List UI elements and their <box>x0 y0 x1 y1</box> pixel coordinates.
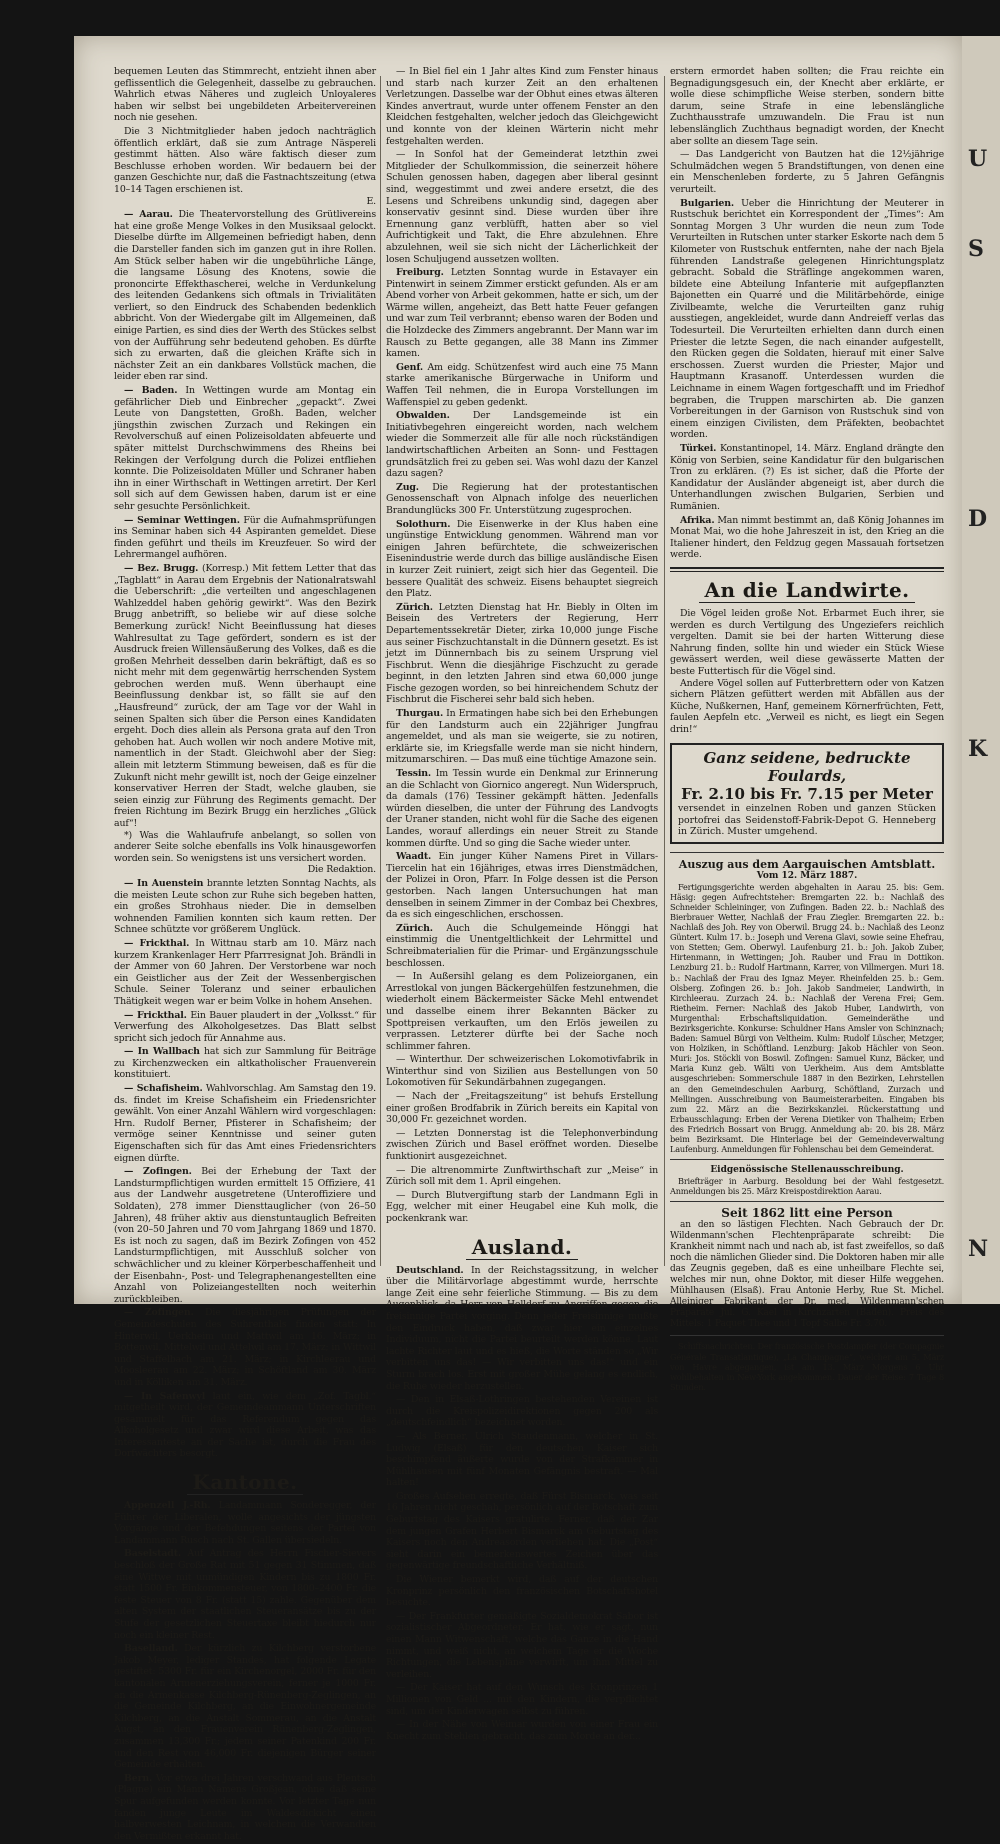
article-body: Die Theatervorstellung des Grütlivereins hat eine große Menge Volkes in den Musiksaal gelockt. Dieselbe dürfte im Allgemeinen befriedigt haben, denn die Darsteller fanden sich im ganzen gut in ihre Rollen. Am Stück selber haben wir die ungebührliche Länge, die langsame Lösung des Knotens, sowie die prononcirte Effekthascherei, welche in Verdunkelung des leitenden Gedankens sich oftmals in Trivialitäten verliert, so den Eindruck des Schabenden bedenklich abbricht. Von der Wiedergabe gilt im Allgemeinen, daß einige Partien, es sind dies der Werth des Stückes selbst von der Aufführung sehr bedeutend gehoben. Es dürfte sich zu erwarten, daß die gleichen Kräfte sich in nächster Zeit an ein dankbares Vollstück machen, die leider eben rar sind. <box>114 209 376 383</box>
article-body: Am eidg. Schützenfest wird auch eine 75 Mann starke amerikanische Bürgerwache in Uniform und Waffen Teil nehmen, die in Europa Vorstellungen im Waffenspiel zu geben gedenkt. <box>386 361 658 408</box>
article-lead: Solothurn. <box>396 518 451 530</box>
section-heading <box>386 1235 658 1259</box>
article-afrika <box>670 515 944 561</box>
article-body: Die diesjährigen Prüfungen der Gemeindeschulen des Suhrenthals finden statt: In Hinterwil, Uerkheim und Mattwil am 16. März; in Bottenwil, Mittelwil und Attelwil am 17. März; in Wittwil und Staffelbach am 21. März; in Kirchleerau und Moosleerau am 22. März; in Schöftland am 30. März und in Kölliken am 31. März. <box>114 1307 376 1388</box>
article-waadt <box>386 851 658 921</box>
article-lead: Freiburg. <box>396 267 444 279</box>
divider <box>670 1335 944 1336</box>
article-text: Die Vögel leiden große Not. Erbarmet Euch ihrer, sie werden es durch Vertilgung des Ungeziefers reichlich vergelten. Damit sie bei der harten Witterung diese Nahrung finden, sollte hin und wieder ein Stück Wiese gewässert werden, weil diese gewässerte Matten der beste Futtertisch für die Vögel sind. <box>670 607 944 677</box>
article-body: laut ein, wie dem „Zof. Tagbl.“ mitgetheilt wird, der Gemeindeammann Unterschriften gesammelt für das Referendum gegen das Alkoholgesetz und zwar wird diese Arbeit, was das Interessanteste an der Sache ist, durch die Frau des Dorfwächters besorgt. <box>114 1390 376 1460</box>
divider <box>670 852 944 853</box>
article-lead: — Schafisheim. <box>124 1083 203 1095</box>
article-lead: Bern. <box>124 1772 153 1784</box>
article-freiburg <box>386 267 658 360</box>
edge-letter: U <box>968 146 988 172</box>
article-body: hat sich zur Sammlung für Beiträge zu Kirchenzwecken ein altkatholischer Frauenverein konstituiert. <box>114 1046 376 1081</box>
article-schafisheim <box>114 1083 376 1164</box>
article-text: — Nach der „Freitagszeitung“ ist behufs Erstellung einer großen Brodfabrik in Zürich bereits ein Kapital von 30,000 Fr. gezeichnet worden. <box>386 1091 658 1126</box>
article-thurgau <box>386 708 658 766</box>
article-deutschland <box>386 1265 658 1393</box>
article-body: Man nimmt bestimmt an, daß König Johannes im Monat Mai, wo die hohe Jahreszeit in ist, den Krieg an die Italiener hindert, den Feldzug gegen Massauah fortsetzen werde. <box>670 514 944 561</box>
article-lead: — In Wallbach <box>124 1046 200 1058</box>
article-lead: Afrika. <box>680 514 715 526</box>
article-lead: Bulgarien. <box>680 197 734 209</box>
article-lead: — In Safenwyl <box>124 1390 206 1402</box>
article-text: Die Wiener bemerkt wird, daß auf der deutschen Kronprinz persönlich den französischen Botschaftshotel besuchte. <box>386 1574 658 1609</box>
article-safenwyl <box>114 1391 376 1461</box>
article-text: — Durch Blutvergiftung starb der Landmann Egli in Egg, welcher mit einer Heugabel eine Kuh molk, die pockenkrank war. <box>386 1189 658 1224</box>
article-body: Letzten Sonntag wurde in Estavayer ein Pintenwirt in seinem Zimmer erstickt gefunden. Als er am Abend vorher von Arbeit gekommen, hatte er sich, um der Wärme willen, angeheizt, das Bett hatte Feuer gefangen und war zum Teil verbrannt; ebenso waren der Boden und die Holzdecke des Zimmers angebrannt. Der Mann war im Rausch zu Bette gegangen, alle 38 Mann ins Zimmer kamen. <box>386 267 658 360</box>
article-lead: — Zofingen. <box>124 1166 192 1178</box>
article-body: Landammann Sonderegger, der Führer der Liberalen, wolle angesichts der jüngsten Vorgänge und der Befehdungen seitens der Partei von Landammann Rusch nach St. Gallen übersiedeln. <box>114 1500 376 1546</box>
article-lead: — Aarau. <box>124 209 173 221</box>
divider <box>670 567 944 572</box>
article-lead: Baselland. <box>124 1643 178 1655</box>
article-text: — Der Kaiser hat auf den Wunsch des Kronprinzen 1 Millionen von Geld ... mit den Kindern, die verpflichtet sind, um der Kinderwagen selbst zu führen. <box>386 1682 658 1717</box>
article-text: — Die altrenommirte Zunftwirthschaft zur „Meise“ in Zürich soll mit dem 1. April eingehen. <box>386 1164 658 1188</box>
article-zurich-2 <box>386 923 658 969</box>
article-text: erstern ermordet haben sollten; die Frau reichte ein Begnadigungsgesuch ein, der Knecht aber erklärte, er wolle diese schimpfliche Weise sterben, sondern bitte darum, seine Strafe in eine lebenslängliche Zuchthausstrafe umzuwandeln. Die Frau ist nun lebenslänglich Zuchthaus begnadigt worden, der Knecht aber sollte an diesem Tage sein. <box>670 66 944 147</box>
adjacent-page-edge <box>962 36 1000 1304</box>
column-right <box>670 66 944 1392</box>
article-appenzell <box>114 1500 376 1546</box>
article-body: In Ermatingen habe sich bei den Erhebungen für den Landsturm auch ein 22jähriger Jungfrau angemeldet, und als man sie weigerte, sie zu notiren, erklärte sie, im Kriegsfalle werde man sie nicht hindern, mitzumarschiren. — Das muß eine tüchtige Amazone sein. <box>386 708 658 766</box>
article-lead: — Bez. Brugg. <box>124 562 199 574</box>
article-lead: — Frickthal. <box>124 1009 187 1021</box>
edge-letter: K <box>968 736 988 762</box>
edge-letter: N <box>968 1236 989 1262</box>
section-heading-text: Kantone. <box>187 1470 304 1495</box>
article-text: bequemen Leuten das Stimmrecht, entzieht ihnen aber geflissentlich die Gelegenheit, dasselbe zu gebrauchen. Wahrlich etwas Näheres und zugleich Unloyaleres haben wir selbst bei ungebildeten Arbeitervereinen noch nie gesehen. <box>114 66 376 124</box>
article-text: — Der Frankfurter gemäßigte Sozialdemokrat Sabor ist sozialistischer Abgeordneter. Er hat, wie er sagt, nun einen Mann Witwenschaft, welche das Ganze in die Hand nimmt, und weiß nicht, an welchem Tage er die Woche Richtungen, die Lebenspläne verwirft, um ihm Mittel zu verleihen. <box>386 1610 658 1680</box>
article-body: (Korresp.) Mit fettem Letter that das „Tagblatt“ in Aarau dem Ergebnis der Nationalratswahl die Ueberschrift: „die verteilten und angeschlagenen Wahlzeddel haben gehörig gewirkt“. Was den Bezirk Brugg anbetrifft, so beliebe wir auf diese solche Bemerkung zurück! Nicht Beeinflussung hat dieses Wahlresultat zu Tage gefördert, sondern es ist der Ausdruck freien Willensäußerung des Volkes, daß es die großen Mehrheit desselben darin bekräftigt, daß es so nicht mehr mit dem gegenwärtig herrschenden System gebrochen werden muß. Wenn überhaupt eine Beeinflussung denkbar ist, so fällt sie auf den „Hausfreund“ zurück, der am Tage vor der Wahl in seinen Spalten sich über die Person eines Kandidaten ergeht. Doch dies allein als Persona grata auf den Tron gehoben hat. Auch wollen wir noch andere Motive mit, namentlich in der Stadt. Gleichwohl aber der Sieg: allein mit letzterm Stimmung beweisen, daß es für die Zukunft nicht mehr gewillt ist, noch der Geige einzelner konservativer Herren der Stadt, welche glauben, sie seien einzig zur Führung des Regiments gemacht. Der freien Richtung im Bezirk Brugg ein herzliches „Glück auf“! <box>114 562 376 829</box>
article-lead: Baselstadt. <box>124 1548 181 1560</box>
article-body: Der kürzlich zu Kilchberg verstorbene Jakob Meyer, lediger Standes, hat folgende Legate gestiftet: 5300 Fr. für ein Kirchenorgel, 2000 Fr. für den kantonalen Armenerziehungsverein, ferner je 1000 Fr. an die Armenkasse Kilchberg-Rünenberg-Zeglingen, an die Gemeinde Kilchberg, an die Einwohnergemeinde Kilchberg, an die Anstalt Sommerau, an die Anstalt Augst, an den Frauenverein Rünenberg-Zeglingen, zusammen 13,300 Fr.; jedem seiner Patenkind 200 Fr. und den Rest von 46,000 Fr. diejenigen Bürger seiner Gemeinde erhalten. <box>114 1643 376 1771</box>
article-zofingen <box>114 1166 376 1305</box>
article-frickthal-2 <box>114 1010 376 1045</box>
article-lead: Appenzell J.-Rh. <box>124 1500 211 1512</box>
article-body: Wahlvorschlag. Am Samstag den 19. ds. findet im Kreise Schafisheim ein Friedensrichter gewählt. Von einer Anzahl Wählern wird vorgeschlagen: Hrn. Rudolf Berner, Pfisterer in Schafisheim; der vermöge seiner Kenntnisse und seiner guten Eigenschaften sich für das Amt eines Friedensrichters eignen dürfte. <box>114 1083 376 1164</box>
schiffsnachrichten: Schiffsnachrichten. Der französische Postdampfer (der Compagnie Générale Transatlantique), „La Champagne“, welcher am 5. März von Havre abgegangen, ist am 13. März Morgens 6 Uhr wohlbehalten in New-York angekommen. Dauer der Reise: 7 Tage 8 Stunden. <box>670 1341 944 1392</box>
article-bulgarien <box>670 198 944 441</box>
ad-text: versendet in einzelnen Roben und ganzen Stücken portofrei das Seidenstoff-Fabrik-Depot G. Henneberg in Zürich. Muster umgehend. <box>678 803 936 838</box>
article-frickthal <box>114 938 376 1008</box>
article-auenstein <box>114 878 376 936</box>
stellenausschreibung-body: Briefträger in Aarburg. Besoldung bei der Wahl festgesetzt. Anmeldungen bis 25. März Kreispostdirektion Aarau. <box>670 1176 944 1197</box>
article-body: In Wittnau starb am 10. März nach kurzem Krankenlager Herr Pfarrresignat Joh. Brändli in der Ammer von 60 Jahren. Der Verstorbene war noch ein Geistlicher aus der Zeit der Wessenbergischen Schule. Seiner Toleranz und seiner erbaulichen Thätigkeit wegen war er beim Volke in hohem Ansehen. <box>114 937 376 1007</box>
column-rule <box>380 76 381 1266</box>
amtsblatt-date: Vom 12. März 1887. <box>756 870 858 881</box>
article-body: Der Landsgemeinde ist ein Initiativbegehren eingereicht worden, nach welchem wieder die Sommerzeit alle für alle noch rückständigen landwirtschaftlichen Arbeiten an Sonn- und Festtagen grundsätzlich frei zu geben sei. Was wohl dazu der Kanzel dazu sagen? <box>386 410 658 480</box>
article-zurich <box>386 602 658 706</box>
article-solothurn <box>386 519 658 600</box>
article-body: In Wettingen wurde am Montag ein gefährlicher Dieb und Einbrecher „gepackt“. Zwei Leute von Dangstetten, Großh. Baden, welcher jüngsthin zwischen Zurzach und Rekingen ein Revolverschuß auf einen Polizeisoldaten abfeuerte und später mittelst Durchschwimmens des Rheins bei Rekingen der Verfolgung durch die Polizei entfliehen konnte. Die Polizeisoldaten Müller und Schraner haben ihn in einer Wirthschaft in Wettingen arretirt. Der Kerl soll sich auf dem Gewissen haben, darum ist er eine sehr gesuchte Persönlichkeit. <box>114 385 376 512</box>
section-heading-text: An die Landwirte. <box>699 578 916 603</box>
ad-flechten-title: Seit 1862 litt eine Person <box>721 1206 893 1221</box>
article-lead: Genf. <box>396 361 423 373</box>
divider <box>670 1159 944 1160</box>
article-text: — Winterthur. Der schweizerischen Lokomotivfabrik in Winterthur sind von Sizilien aus Bestellungen von 50 Lokomotiven für Sekundärbahnen zugegangen. <box>386 1054 658 1089</box>
article-lead: Deutschland. <box>396 1264 464 1276</box>
article-text: Andere Vögel sollen auf Futterbrettern oder von Katzen sichern Plätzen gefüttert werden mit Abfällen aus der Küche, Nußkernen, Hanf, gemeinem Körnerfrüchten, Fett, faulen Aepfeln etc. „Verweil es nicht, es liegt ein Segen drin!“ <box>670 677 944 735</box>
edge-letter: S <box>968 236 984 262</box>
newspaper-page <box>74 36 962 1842</box>
article-lead: Waadt. <box>396 851 432 863</box>
article-text: — In Biel fiel ein 1 Jahr altes Kind zum Fenster hinaus und starb nach kurzer Zeit an den erhaltenen Verletzungen. Dasselbe war der Obhut eines etwas älteren Kindes anvertraut, wurde unter offenem Fenster an den Kleidchen festgehalten, welcher jedoch das Gleichgewicht und konnte von der kleinen Wärterin nicht mehr festgehalten werden. <box>386 66 658 147</box>
ad-price: Fr. 2.10 bis Fr. 7.15 per Meter <box>681 785 933 804</box>
article-lead: Zug. <box>396 481 419 493</box>
article-signature: Die Redaktion. <box>307 864 376 876</box>
article-text: — Den in Elsaß-Lothringen bestehenden Vereinen ist durch die Kreispolizeidirektionen gegen 200 als „deutschfeindlich“ bezeichnet worden. <box>386 1394 658 1429</box>
article-turkei <box>670 443 944 513</box>
article-signature: E. <box>366 195 376 207</box>
amtsblatt-body: Fertigungsgerichte werden abgehalten in Aarau 25. bis: Gem. Häsig: gegen Aufrechtsteher: Bremgarten 22. b.: Nachlaß des Schneider Schleininger, von Zufingen. Baden 22. b.: Nachlaß des Bierbrauer Wetter, Nachlaß der Frau Ziegler. Bremgarten 22. b.: Nachlaß des Joh. Rey von Oberwil. Brugg 24. b.: Nachlaß des Leonz Güntert. Kulm 17. b.: Joseph und Verena Glavi, sowie seine Ehefrau, von Stetten; Gem. Oberwyl. Laufenburg 21. b.: Joh. Jakob Zuber, Hirtenmann, in Wettingen; Joh. Rauber und Frau in Dottikon. Lenzburg 21. b.: Rudolf Hartmann, Karrer, von Villmergen. Muri 18. b.: Nachlaß der Frau des Ignaz Meyer. Rheinfelden 25. b.: Gem. Olsberg. Zofingen 26. b.: Joh. Jakob Sandmeier, Landwirth, in Kirchleerau. Zurzach 24. b.: Nachlaß der Verena Frei; Gem. Rietheim. Ferner: Nachlaß des Jakob Huber, Landwirth, von Murgenthal: Erbschaftsliquidation. Gemeinderäthe und Bezirksgerichte. Konkurse: Schuldner Hans Amsler von Schinznach; Baden: Samuel Bürgi von Veltheim. Kulm: Rudolf Lüscher, Metzger, von Holziken, in Schöftland. Lenzburg: Jakob Hächler von Seon. Muri: Jos. Stöckli von Boswil. Zofingen: Samuel Kunz, Bäcker, und Maria Kunz geb. Wälti von Uerkheim. Aus dem Amtsblatte ausgeschrieben: Sommerschule 1887 in den Bezirken, Lehrstellen an den Gemeindeschulen Aarburg, Schöftland, Zurzach und Mellingen. Ausschreibung von Baumeisterarbeiten. Eingaben bis zum 22. März an die Bezirkskanzlei. Rückerstattung und Erbausschlagung: Erben der Verena Dietiker von Thalheim; Erben des Friedrich Bossart von Brugg. Anmeldung ab: 20. bis 28. März beim Bezirksamt. Die Hinterlage bei der Gemeindeverwaltung Laufenburg. Anmeldungen für Fohlenschau bei dem Gemeinderat. <box>670 881 944 1155</box>
divider <box>670 1201 944 1202</box>
article-tessin <box>386 768 658 849</box>
article-body: Ueber die Hinrichtung der Meuterer in Rustschuk berichtet ein Korrespondent der „Times“: Am Sonntag Morgen 3 Uhr wurden die neun zum Tode Verurteilten in Rutschen unter starker Eskorte nach dem 5 Kilometer von Rustschuk entfernten, nahe der nach Bjela führenden Landstraße gelegenen Hinrichtungsplatz gebracht. Sobald die Sträflinge angekommen waren, bildete eine Abteilung Infanterie mit aufgepflanzten Bajonetten ein Quarré und die Militärbehörde, einige Zivilbeamte, welche die Verurteilten ganz ruhig ausstiegen, angekleidet, wurde dann Andreieff verlas das Todesurteil. Die Verurteilten erhielten dann durch einen Priester die letzte Segen, die nach einander aufgestellt, den Rücken gegen die Soldaten, hierauf mit einer Salve erschossen. Zuerst wurden die Priester, Major und Hauptmann Krasanoff. Unterdessen wurden die Leichname in einem Wagen fortgeschafft und im Friedhof begraben, die Truppen marschirten ab. Die ganzen Vorbereitungen in der Garnison von Rustschuk sind von einem einzigen Civilisten, dem Präfekten, beobachtet worden. <box>670 197 944 441</box>
article-body: Die Eisenwerke in der Klus haben eine ungünstige Entwicklung genommen. Während man vor einigen Jahren befürchtete, die schweizerischen Eisenindustrie werde durch das billige ausländische Eisen in kurzer Zeit ruiniert, zeigt sich hier das Gegenteil. Die bessere Qualität des schweiz. Eisens behauptet siegreich den Platz. <box>386 518 658 600</box>
article-wallbach <box>114 1046 376 1081</box>
article-lead: — Baden. <box>124 385 178 397</box>
article-obwalden <box>386 410 658 480</box>
article-body: In der Reichstagssitzung, in welcher über die Militärvorlage abgestimmt wurde, herrschte lange Zeit eine sehr feierliche Stimmung. — Bis zu dem Augenblick, da Herr von Helldorf zu Angriffen gegen die freisinnige Partei vorging. Denn jeder Freisinnige mußte den Eindruck haben, daß zwar hier ein einzelnes Individuum, nicht die Partei beurteilt werden könne. Laut lachte Richter laut und es hieß, die Worte ständen so „Wir verbitten uns das! — Wir verbitten uns das!“ und ein Sturm brach los. Erst mit großer Mühe gelang es endlich, die Ruhe wieder herzustellen. <box>386 1264 658 1392</box>
article-brugg <box>114 563 376 830</box>
article-body: Ein Bauer plaudert in der „Volksst.“ für Verwerfung des Alkoholgesetzes. Das Blatt selbst spricht sich jedoch für Annahme aus. <box>114 1009 376 1044</box>
article-body: Im Tessin wurde ein Denkmal zur Erinnerung an die Schlacht von Giornico angeregt. Nun Widerspruch, da damals (176) Tessiner gekämpft hätten. Jedenfalls würden dieselben, die unter der Führung des Landvogts der Uraner standen, nicht wohl für die Sache des eigenen Landes, worauf allerdings ein neuer Streit zu Stande kommen dürfte. Und so ging die Sache wieder unter. <box>386 768 658 849</box>
ad-title: Ganz seidene, bedruckte Foulards, <box>703 749 911 786</box>
column-left <box>114 66 376 1844</box>
article-text: — Das Landgericht von Bautzen hat die 12½jährige Schulmädchen wegen 5 Brandstiftungen, von denen eine ein Menschenleben forderte, zu 5 Jahren Gefängnis verurteilt. <box>670 149 944 195</box>
section-heading-text: Ausland. <box>466 1235 579 1260</box>
article-baselstadt <box>114 1548 376 1641</box>
article-lead: Zürich. <box>396 922 433 934</box>
section-heading <box>670 578 944 602</box>
article-text: Großes Aufsehen erregte, daß Fürst Bismarck, was seit 16 Jahren nicht geschah, persönlich auf der Botschaft zum Geburtstag des Kaisers gratulirte. Ferner, daß der Zar dem jungen Grafen Herbert Bismarck am Geburtstag des Kaisers noch den Andreasorden verliehen hat. Die „Post“ sieht darin ein bemerkenswertes Zeichen über das gegenwärtige freundschaftliche Verhältniß. <box>386 1490 658 1572</box>
article-body: Die Regierung hat der protestantischen Genossenschaft von Alpnach infolge des neuerlichen Brandunglücks 300 Fr. Unterstützung zugesprochen. <box>386 481 658 516</box>
article-body: Auch die Schulgemeinde Hönggi hat einstimmig die Unentgeltlichkeit der Lehrmittel und Schreibmaterialien für die Primar- und Ergänzungsschule beschlossen. <box>386 922 658 969</box>
article-lead: — In Auenstein <box>124 877 204 889</box>
stellenausschreibung-title: Eidgenössische Stellenausschreibung. <box>710 1165 904 1176</box>
article-zug <box>386 482 658 517</box>
article-body: Ein junger Küher Namens Piret in Villars-Tiercelin hat ein 16jähriges, etwas irres Dienstmädchen, der Polizei in Oron, Pfarr. In Folge dessen ist die Person gestorben. Nach langen Untersuchungen hat man denselben in seinem Zimmer in der Combaz bei Chexbres, da es sich eingeschlichen, erschossen. <box>386 851 658 921</box>
article-text: — Als Berner, Ulrich Staudenmann, welcher in St. Ludwig (Elsaß) für den deutschen Kaiser sich beschimpfend äußerte wurde von der Strafkammer in Mühlhausen mit fünf Monaten Gefängnis bestraft. — Mal halten! <box>386 1430 658 1489</box>
article-seminar <box>114 515 376 561</box>
edge-letter: D <box>968 506 988 532</box>
article-text: Die 3 Nichtmitglieder haben jedoch nachträglich öffentlich erklärt, daß sie zum Antrage Näspereli gestimmt hätten. Also wäre faktisch dieser zum Beschlusse erhoben worden. Wir bedauern bei der ganzen Geschichte nur, daß die Fastnachtszeitung (etwa 10–14 Tagen erschienen ist. <box>114 125 376 195</box>
article-text: — In Außersihl gelang es dem Polizeiorganen, ein Arrestlokal von jungen Bäckergehülfen festzunehmen, die wiederholt einem Bäckermeister Säcke Mehl entwendet und dasselbe einem ihrer Bekannten Bäcker zu Spottpreisen verkauften, um den Erlös jeweilen zu verprassen. Letzterer dürfte bei der Sache noch schlimmer fahren. <box>386 971 658 1052</box>
article-text: — Letzten Donnerstag ist die Telephonverbindung zwischen Zürich und Basel eröffnet worden. Dieselbe funktionirt ausgezeichnet. <box>386 1127 658 1163</box>
article-baden <box>114 385 376 513</box>
article-zofingen-2 <box>114 1307 376 1388</box>
article-bern <box>114 1773 376 1843</box>
article-body: Auf Antrag des Herrn Fischer-Sievers beschloß der Große Rat mit 51 gegen 31 Stimmen, daß eine Wittwe mit unmündigen Kindern bis zu 1800 Fr. statt 1500 Fr. Einkommensteuer, von 1800–2400 Fr. die feste Steuer von 8 Fr. (statt 15) zahle. Gegenüber dem alten System der staatlichen Steueransätze bis zu der Stufe der gesetzlichen Steuertaxe bleibt hiedurch nur noch ein kleiner Rest. <box>114 1548 376 1641</box>
article-lead: — Seminar Wettingen. <box>124 514 240 526</box>
article-lead: Thurgau. <box>396 708 444 720</box>
article-body: Konstantinopel, 14. März. England drängte den König von Serbien, seine Kandidatur für den bulgarischen Tron zu erklären. (?) Es ist sicher, daß die Pforte der Kandidatur der Ausländer abgeneigt ist, aber durch die Unterhandlungen zwischen Bulgarien, Serbien und Rumänien. <box>670 443 944 512</box>
article-lead: Tessin. <box>396 768 432 780</box>
article-lead: Obwalden. <box>396 410 450 422</box>
footnote: *) Was die Wahlaufrufe anbelangt, so sollen von anderer Seite solche ebenfalls ins Volk hinausgeworfen worden sein. So wenigstens ist uns versichert worden. <box>114 829 376 864</box>
ad-flechten-body: an den so lästigen Flechten. Nach Gebrauch der Dr. Wildenmann'schen Flechtenpräparate schreibt: Die Krankheit nimmt nach und nach ab, ist fast zweifellos, so daß noch die nämlichen Glieder sind. Die Doktoren haben mir alle das Zeugnis gegeben, daß es eine unheilbare Flechte sei, welches mir nun, ohne Doktor, mit dieser Hilfe weggehen. Mühlhausen (Elsaß). Frau Antonie Herby, Rue St. Michel. Alleiniger Fabrikant der Dr. med. Wildenmann'schen Präparate Jul. G. Kael in Kirchzarten (Baden). Preis des Mittels: 1 Paquet Thee und 1 Topf Salbe Fr. 3.70. <box>670 1220 944 1330</box>
article-body: Bei der Erhebung der Taxt der Landsturmpflichtigen wurden ermittelt 15 Offiziere, 41 aus der Landwehr ausgetretene (Unteroffiziere und Soldaten), 278 immer Diensttauglicher (von 26–50 Jahren), 48 früher aktiv aus dienstuntauglich Befreiten (von 20–50 Jahren und 70 vom Jahrgang 1869 und 1870. Es ist noch zu sagen, daß im Bezirk Zofingen von 452 Landsturmpflichtigen, mit Ausschluß solcher von schwächlicher und zu kleiner Körperbeschaffenheit und der Eisenbahn-, Post- und Telegraphenangestellten eine Anzahl von Polizeiangestellten noch weiterhin zurückbleiben. <box>114 1166 376 1305</box>
article-lead: Zürich. <box>396 601 433 613</box>
article-aarau <box>114 209 376 383</box>
article-lead: — Zofingen. <box>124 1307 194 1319</box>
article-text: — In Sonfol hat der Gemeinderat letzthin zwei Mitglieder der Schulkommission, die seinerzeit höhere Schulen genossen haben, dagegen aber liberal gesinnt sind, weggestimmt und zwei andere ersetzt, die des Lesens und Schreibens unkundig sind, dagegen aber konservativ gesinnt sind. Diese wurden über ihre Ernennung ganz verblüfft, hatten aber so viel Aufrichtigkeit und Takt, die Ehre abzulehnen. Ehre abzulehnen, weil sie sich nicht der Lächerlichkeit der losen Schuljugend aussetzen wollten. <box>386 149 658 265</box>
article-genf <box>386 362 658 408</box>
article-baselland <box>114 1643 376 1771</box>
article-text: — In der Nähe von Weimar wurden von einer Frau ein Knecht zum Stehlen gebracht, das zum Morde an der... <box>386 1719 658 1742</box>
article-body: brannte letzten Sonntag Nachts, als die meisten Leute schon zur Ruhe sich begeben hatten, ein großes Strohhaus nieder. Die in demselben wohnenden Familien konnten sich kaum retten. Der Schnee schützte vor größerem Unglück. <box>114 877 377 936</box>
article-body: Letzten Dienstag hat Hr. Biebly in Olten im Beisein des Vertreters der Regierung, Herr Departementssekretär Dieter, zirka 10,000 junge Fische aus seiner Fischzuchtanstalt in die Dünnern gesetzt. Es ist jetzt im Dünnernbach bis zu seinem Ursprung viel Fischbrut. Wenn die diesjährige Fischzucht zu gerade beginnt, in den letzten Jahren sind etwa 60,000 junge Fische gezogen worden, so bei hinreichendem Schutz der Fischbrut die Fischerei sehr bald sich heben. <box>386 601 658 706</box>
article-lead: — Frickthal. <box>124 937 190 949</box>
amtsblatt-title: Auszug aus dem Aargauischen Amtsblatt. <box>678 857 936 871</box>
column-rule <box>664 76 665 1266</box>
article-body: Für die Aufnahmsprüfungen ins Seminar haben sich 44 Aspiranten gemeldet. Diese finden geführt und theils im Kreuzfeuer. So wird der Lehrermangel aufhören. <box>114 514 376 561</box>
section-heading <box>114 1470 376 1494</box>
column-middle <box>386 66 658 1744</box>
advertisement-foulards <box>670 743 944 843</box>
article-lead: Türkei. <box>680 443 717 454</box>
article-body: Vor etwa drei Jahren verschwand aus Plentsch (Plagne) ein Mann Namens Großjean, ohne daß seine Spur aufgefunden werden konnte. Vor letzter Tage nun fanden junge Leute im Waldesdickicht einen halbverwesten Leichnam, in welchem die Verwandten den Vermißten erkannt hat. <box>114 1772 376 1842</box>
